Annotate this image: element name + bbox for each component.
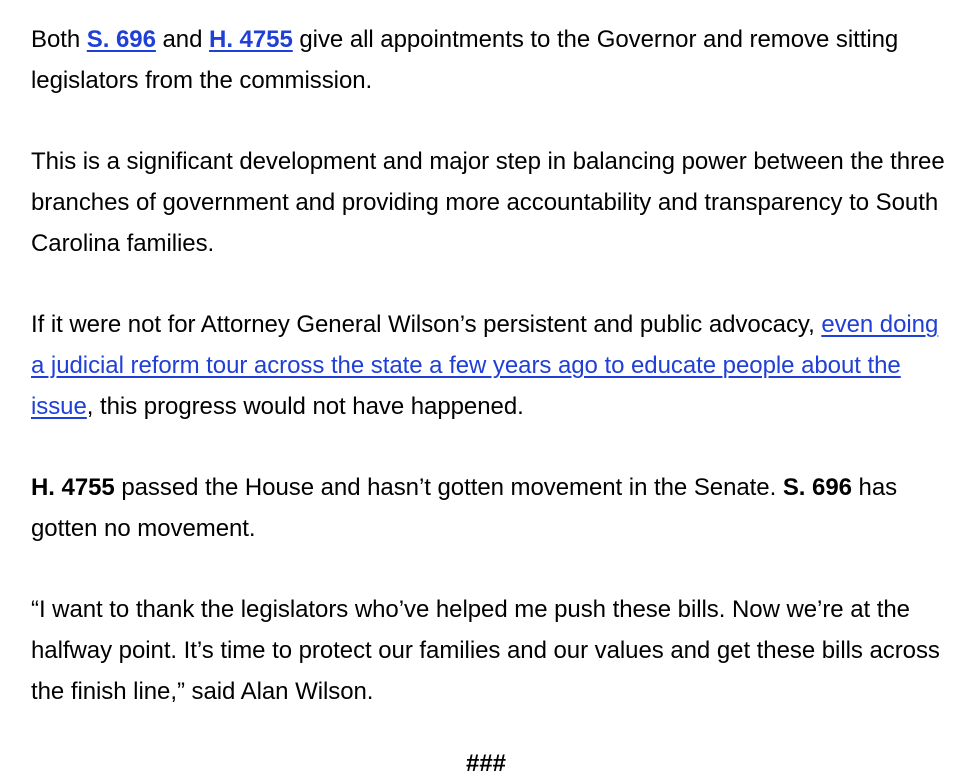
paragraph-text: has gotten no movement. <box>31 474 898 542</box>
link-h-4755[interactable]: H. 4755 <box>209 26 293 53</box>
paragraph-text: If it were not for Attorney General Wilson’s persistent and public advocacy, <box>31 311 822 338</box>
paragraph-advocacy <box>31 304 951 427</box>
link-judicial-reform-tour[interactable]: even doing a judicial reform tour across the state a few years ago to educate people about the issue <box>31 311 939 420</box>
paragraph-text: give all appointments to the Governor and remove sitting legislators from the commission. <box>31 26 899 94</box>
bill-name-h-4755: H. 4755 <box>31 474 115 501</box>
bill-name-s-696: S. 696 <box>782 474 852 501</box>
paragraph-quote: “I want to thank the legislators who’ve helped me push these bills. Now we’re at the halfway point. It’s time to protect our families and our values and get these bills across the finish line,” said Alan Wilson. <box>31 596 940 705</box>
paragraph-text: , this progress would not have happened. <box>86 393 524 420</box>
paragraph-text: passed the House and hasn’t gotten movement in the Senate. <box>114 474 783 501</box>
paragraph-text: and <box>155 26 210 53</box>
paragraph-significant-development: This is a significant development and major step in balancing power between the three branches of government and providing more accountability and transparency to South Carolina families. <box>31 148 945 257</box>
paragraph-text: Both <box>31 26 87 53</box>
paragraph-bills-appointments <box>31 19 951 101</box>
closing-marker: ### <box>466 750 506 777</box>
paragraph-bill-status <box>31 467 951 549</box>
link-s-696[interactable]: S. 696 <box>86 26 156 53</box>
article-body <box>31 19 951 752</box>
